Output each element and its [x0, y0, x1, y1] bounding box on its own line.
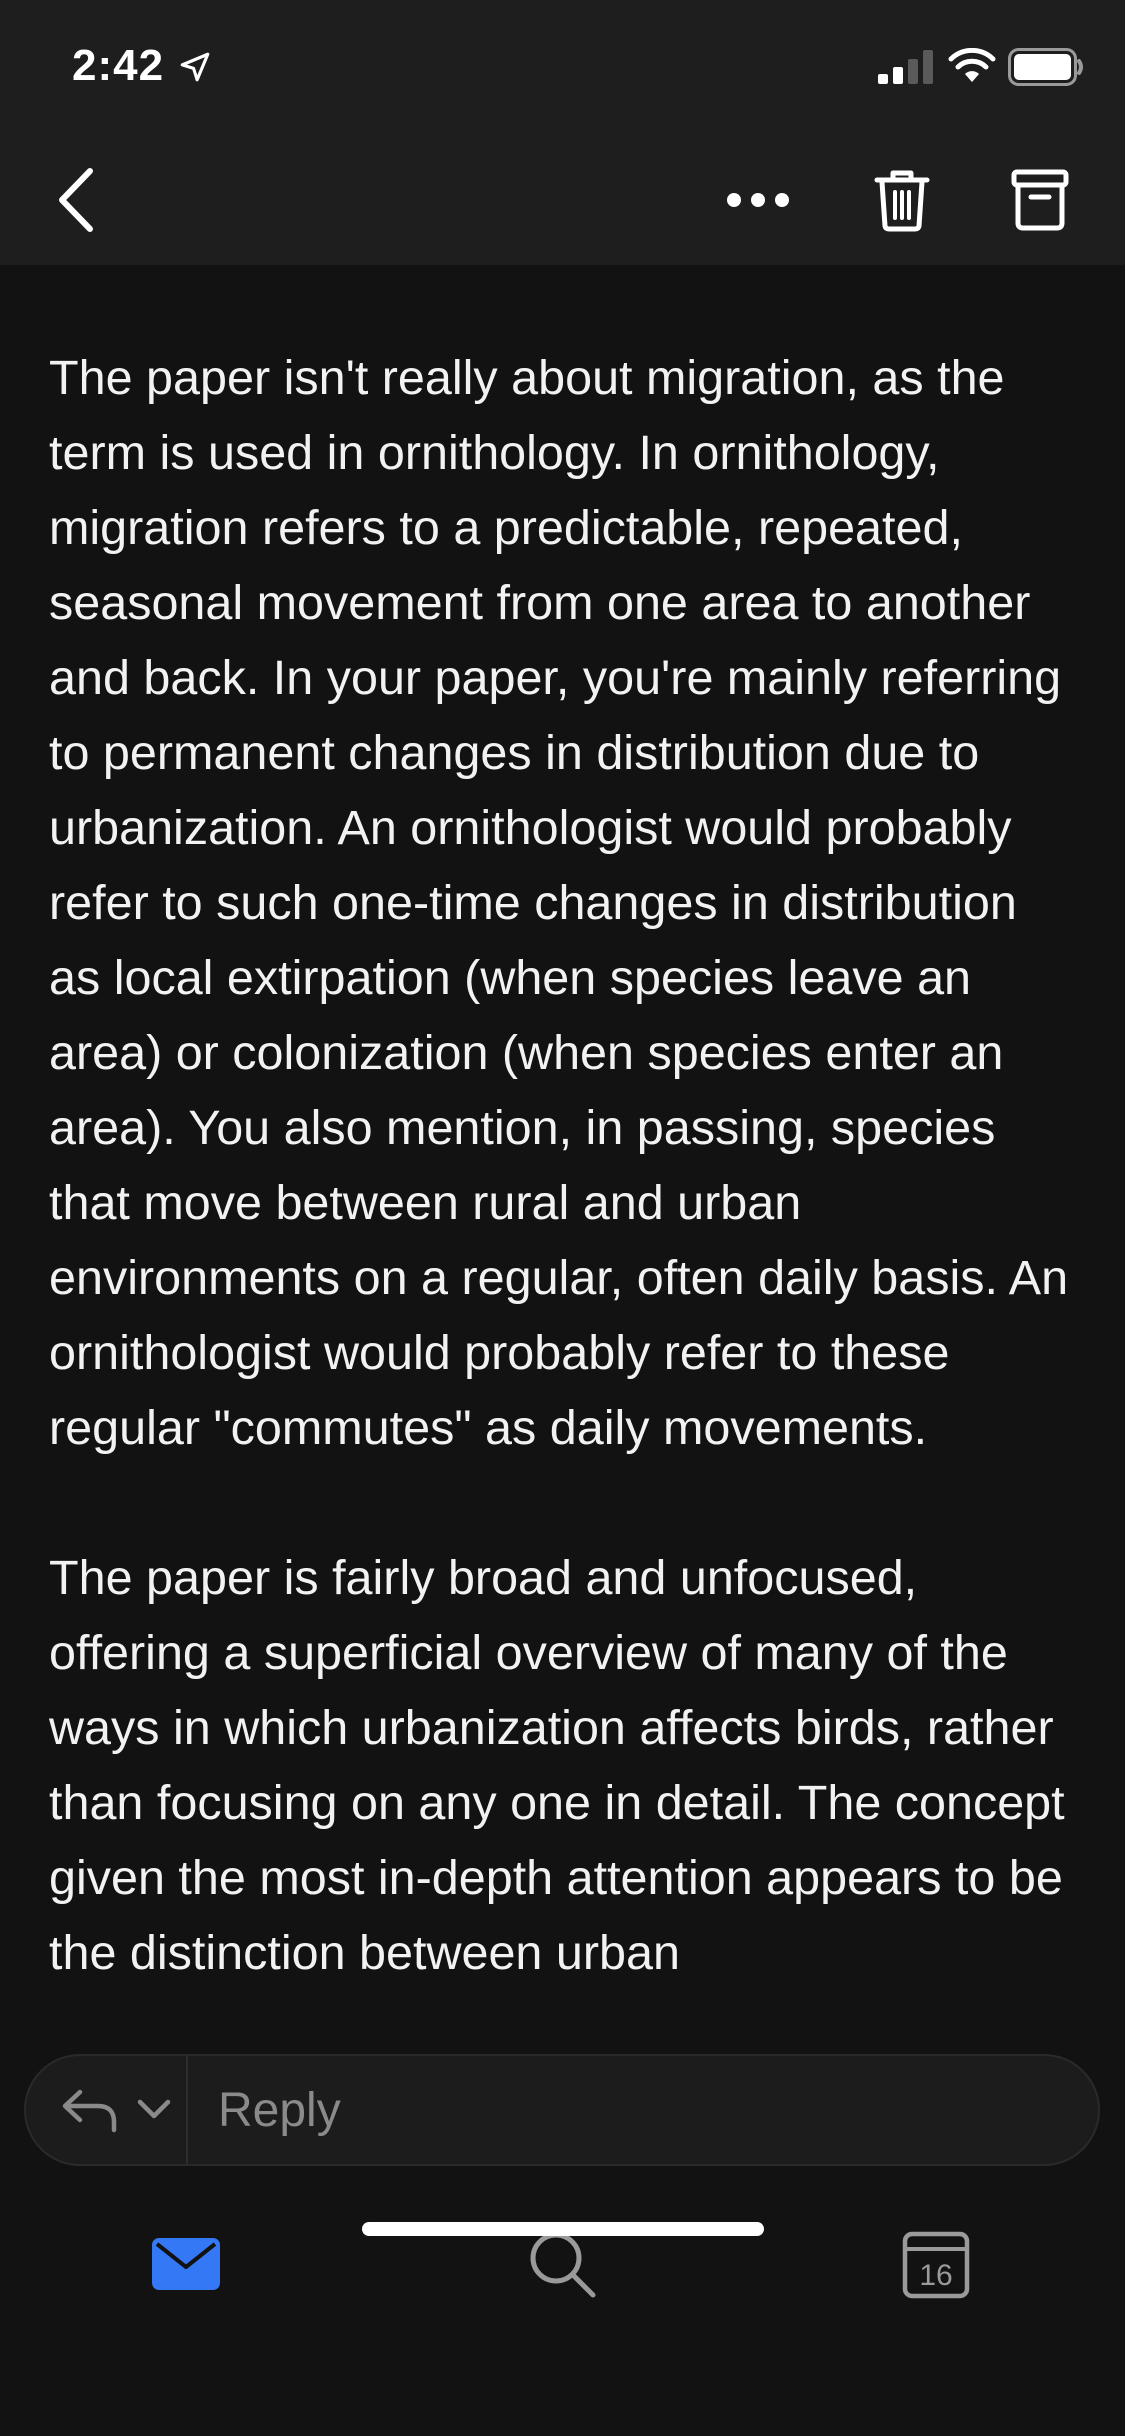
search-icon: [527, 2229, 597, 2299]
tab-calendar[interactable]: [886, 2214, 986, 2314]
more-options-button[interactable]: [718, 160, 798, 240]
reply-options-button[interactable]: [26, 2056, 188, 2164]
message-paragraph: The paper isn't really about migration, as the term is used in ornithology. In ornithology, migration refers to a predictable, repeated, seasonal movement from one area to another and back. In your paper, you're mainly referring to permanent changes in distribution due to urbanization. An ornithologist would probably refer to such one-time changes in distribution as local extirpation (when species leave an area) or colonization (when species enter an area). You also mention, in passing, species that move between rural and urban environments on a regular, often daily basis. An ornithologist would probably refer to these regular "commutes" as daily movements.: [49, 351, 1069, 1455]
reply-arrow-icon: [60, 2086, 120, 2134]
wifi-icon: [948, 48, 996, 84]
chevron-down-icon: [136, 2094, 172, 2124]
trash-icon: [873, 168, 931, 232]
cellular-signal-icon: [878, 50, 936, 84]
ellipsis-icon: [725, 190, 791, 210]
top-bar: [0, 0, 1125, 265]
location-arrow-icon: [178, 50, 212, 84]
status-time: 2:42: [72, 41, 165, 90]
chevron-left-icon: [54, 167, 98, 233]
back-button[interactable]: [36, 160, 116, 240]
tab-mail[interactable]: [136, 2214, 236, 2314]
home-indicator: [362, 2222, 764, 2236]
tab-bar: [0, 2168, 1125, 2436]
delete-button[interactable]: [862, 160, 942, 240]
mail-icon: [151, 2237, 221, 2291]
archive-button[interactable]: [1000, 160, 1080, 240]
reply-input[interactable]: [216, 2078, 1040, 2144]
reply-bar: [24, 2054, 1100, 2166]
calendar-icon: [902, 2229, 970, 2299]
message-paragraph: The paper is fairly broad and unfocused, offering a superficial overview of many of the ways in which urbanization affects birds, rather than focusing on any one in detail. The concept given the most in-depth attention appears to be the distinction between urban: [49, 1551, 1065, 1980]
calendar-day-number: 16: [919, 2259, 953, 2292]
battery-icon: [1008, 48, 1084, 86]
message-text: [49, 341, 1079, 2040]
archive-icon: [1011, 169, 1069, 231]
message-body: [0, 265, 1125, 2040]
